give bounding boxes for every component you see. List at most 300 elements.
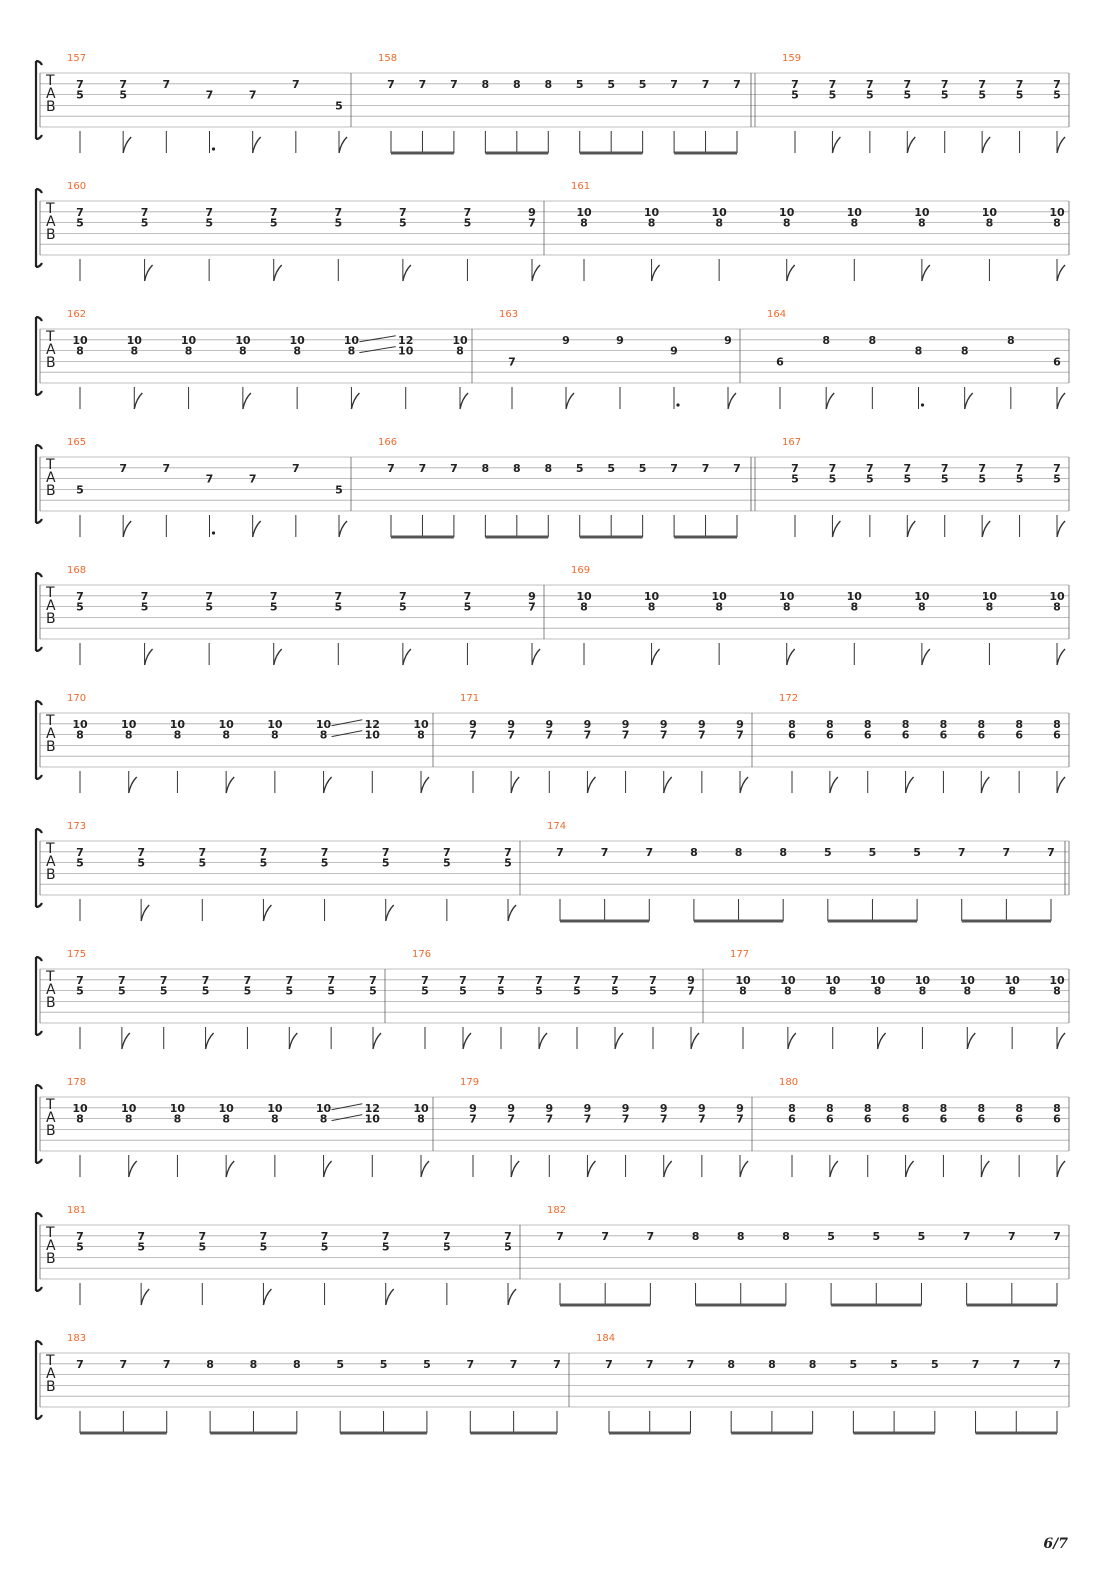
eighth-flag xyxy=(141,905,149,921)
fret-number: 5 xyxy=(269,216,278,230)
fret-number: 7 xyxy=(659,1112,668,1126)
fret-number: 5 xyxy=(198,856,207,870)
fret-number: 7 xyxy=(866,77,874,91)
tab-system xyxy=(36,53,1069,153)
fret-number: 10 xyxy=(413,717,429,731)
fret-number: 8 xyxy=(580,216,588,230)
eighth-flag xyxy=(324,1161,332,1177)
fret-number: 7 xyxy=(508,355,516,369)
fret-number: 7 xyxy=(791,77,799,91)
fret-number: 5 xyxy=(573,984,581,998)
fret-number: 7 xyxy=(334,205,343,219)
fret-number: 7 xyxy=(76,1229,84,1243)
fret-number: 10 xyxy=(576,589,592,603)
fret-number: 7 xyxy=(733,77,741,91)
fret-number: 6 xyxy=(1053,728,1061,742)
fret-number: 7 xyxy=(292,77,300,91)
fret-number: 8 xyxy=(985,600,994,614)
fret-number: 7 xyxy=(583,728,592,742)
tab-clef-letter: A xyxy=(46,342,56,358)
fret-number: 5 xyxy=(872,1229,881,1243)
eighth-flag xyxy=(1057,649,1065,665)
tab-clef-letter: B xyxy=(46,1123,56,1139)
eighth-flag xyxy=(243,393,251,409)
eighth-flag xyxy=(664,777,672,793)
eighth-flag xyxy=(728,393,736,409)
tab-clef-letter: T xyxy=(46,969,55,985)
slide-line xyxy=(332,1115,363,1121)
fret-number: 7 xyxy=(866,461,874,475)
fret-number: 5 xyxy=(259,1240,268,1254)
measure-number: 181 xyxy=(67,1205,87,1216)
measure xyxy=(67,1333,561,1433)
fret-number: 6 xyxy=(788,1112,796,1126)
fret-number: 10 xyxy=(289,333,305,347)
fret-number: 7 xyxy=(611,973,619,987)
fret-number: 5 xyxy=(828,472,837,486)
eighth-flag xyxy=(830,1161,838,1177)
measure xyxy=(596,1333,1061,1433)
fret-number: 8 xyxy=(1007,333,1015,347)
fret-number: 7 xyxy=(962,1229,971,1243)
fret-number: 8 xyxy=(977,717,986,731)
fret-number: 7 xyxy=(978,461,986,475)
fret-number: 8 xyxy=(293,344,301,358)
eighth-flag xyxy=(532,649,540,665)
fret-number: 10 xyxy=(180,333,197,347)
fret-number: 7 xyxy=(76,973,84,987)
fret-number: 8 xyxy=(863,717,872,731)
fret-number: 10 xyxy=(121,1101,137,1115)
fret-number: 7 xyxy=(248,88,257,102)
fret-number: 9 xyxy=(659,717,668,731)
fret-number: 5 xyxy=(198,1240,207,1254)
eighth-flag xyxy=(129,777,137,793)
fret-number: 8 xyxy=(782,600,791,614)
fret-number: 7 xyxy=(269,589,278,603)
fret-number: 6 xyxy=(1015,728,1023,742)
fret-number: 7 xyxy=(601,1229,610,1243)
fret-number: 8 xyxy=(292,1357,301,1371)
fret-number: 8 xyxy=(249,1357,258,1371)
fret-number: 5 xyxy=(399,600,407,614)
eighth-flag xyxy=(1057,393,1065,409)
tab-clef-letter: T xyxy=(46,457,55,473)
fret-number: 10 xyxy=(235,333,251,347)
fret-number: 10 xyxy=(413,1101,429,1115)
measure-number: 167 xyxy=(782,437,802,448)
eighth-flag xyxy=(740,1161,748,1177)
tab-system xyxy=(36,949,1069,1049)
eighth-flag xyxy=(981,1161,989,1177)
fret-number: 7 xyxy=(119,1357,128,1371)
tab-clef-letter: T xyxy=(46,1097,55,1113)
fret-number: 7 xyxy=(686,1357,695,1371)
measure-number: 165 xyxy=(67,437,87,448)
fret-number: 7 xyxy=(119,461,127,475)
fret-number: 10 xyxy=(267,1101,283,1115)
eighth-flag xyxy=(965,393,973,409)
fret-number: 7 xyxy=(399,205,407,219)
fret-number: 6 xyxy=(1015,1112,1023,1126)
fret-number: 8 xyxy=(901,1101,910,1115)
eighth-flag xyxy=(324,777,332,793)
fret-number: 7 xyxy=(137,1229,145,1243)
fret-number: 10 xyxy=(711,589,727,603)
eighth-flag xyxy=(274,649,282,665)
measure-number: 171 xyxy=(460,693,480,704)
fret-number: 7 xyxy=(285,973,294,987)
fret-number: 5 xyxy=(497,984,505,998)
fret-number: 6 xyxy=(863,1112,872,1126)
fret-number: 5 xyxy=(443,856,451,870)
eighth-flag xyxy=(982,137,990,153)
fret-number: 9 xyxy=(724,333,732,347)
fret-number: 8 xyxy=(690,845,698,859)
measure-number: 173 xyxy=(67,821,87,832)
fret-number: 5 xyxy=(504,856,512,870)
fret-number: 5 xyxy=(205,600,213,614)
fret-number: 7 xyxy=(497,973,505,987)
fret-number: 7 xyxy=(698,728,706,742)
fret-number: 7 xyxy=(334,589,343,603)
fret-number: 7 xyxy=(162,461,171,475)
fret-number: 10 xyxy=(398,344,414,358)
eighth-flag xyxy=(652,649,660,665)
measure-number: 178 xyxy=(67,1077,87,1088)
fret-number: 8 xyxy=(939,717,948,731)
fret-number: 7 xyxy=(1015,461,1024,475)
fret-number: 8 xyxy=(863,1101,872,1115)
fret-number: 5 xyxy=(140,216,149,230)
fret-number: 5 xyxy=(827,1229,835,1243)
fret-number: 8 xyxy=(1053,717,1061,731)
fret-number: 8 xyxy=(319,728,328,742)
fret-number: 8 xyxy=(788,717,796,731)
fret-number: 7 xyxy=(659,728,668,742)
fret-number: 7 xyxy=(162,1357,171,1371)
fret-number: 7 xyxy=(418,461,427,475)
fret-number: 7 xyxy=(645,845,654,859)
fret-number: 7 xyxy=(736,728,744,742)
eighth-flag xyxy=(922,649,930,665)
fret-number: 7 xyxy=(198,1229,207,1243)
fret-number: 5 xyxy=(76,984,84,998)
fret-number: 8 xyxy=(782,216,791,230)
measure xyxy=(460,1077,748,1177)
fret-number: 7 xyxy=(687,984,695,998)
measure-number: 160 xyxy=(67,181,87,192)
fret-number: 8 xyxy=(808,1357,817,1371)
fret-number: 7 xyxy=(76,77,84,91)
eighth-flag xyxy=(206,1033,214,1049)
tab-clef-letter: A xyxy=(46,1110,56,1126)
fret-number: 5 xyxy=(978,88,986,102)
fret-number: 7 xyxy=(545,1112,554,1126)
fret-number: 8 xyxy=(417,728,425,742)
measure-number: 182 xyxy=(547,1205,567,1216)
fret-number: 5 xyxy=(890,1357,898,1371)
fret-number: 7 xyxy=(450,77,458,91)
fret-number: 5 xyxy=(76,216,84,230)
fret-number: 6 xyxy=(977,1112,986,1126)
tab-clef-letter: A xyxy=(46,982,56,998)
fret-number: 9 xyxy=(736,717,744,731)
fret-number: 10 xyxy=(218,717,234,731)
measure xyxy=(547,1205,1061,1305)
eighth-flag xyxy=(508,1289,516,1305)
eighth-flag xyxy=(421,1161,429,1177)
tab-clef-letter: A xyxy=(46,598,56,614)
measure xyxy=(67,309,468,409)
eighth-flag xyxy=(460,393,468,409)
fret-number: 8 xyxy=(173,728,182,742)
fret-number: 7 xyxy=(535,973,543,987)
fret-number: 12 xyxy=(398,333,414,347)
fret-number: 8 xyxy=(481,461,490,475)
fret-number: 5 xyxy=(137,856,145,870)
fret-number: 8 xyxy=(1053,1101,1061,1115)
eighth-flag xyxy=(787,265,795,281)
eighth-flag xyxy=(373,1033,381,1049)
fret-number: 9 xyxy=(621,717,630,731)
fret-number: 8 xyxy=(826,1101,834,1115)
fret-number: 7 xyxy=(701,77,710,91)
fret-number: 8 xyxy=(985,216,994,230)
fret-number: 5 xyxy=(978,472,986,486)
fret-number: 8 xyxy=(788,1101,796,1115)
eighth-flag xyxy=(615,1033,623,1049)
fret-number: 5 xyxy=(76,483,84,497)
eighth-flag xyxy=(532,265,540,281)
eighth-flag xyxy=(463,1033,471,1049)
eighth-flag xyxy=(566,393,574,409)
fret-number: 6 xyxy=(1053,1112,1061,1126)
fret-number: 7 xyxy=(545,728,554,742)
fret-number: 5 xyxy=(649,984,657,998)
fret-number: 10 xyxy=(126,333,142,347)
fret-number: 8 xyxy=(873,984,882,998)
fret-number: 10 xyxy=(735,973,751,987)
fret-number: 5 xyxy=(638,461,647,475)
eighth-flag xyxy=(122,1033,130,1049)
fret-number: 10 xyxy=(72,717,88,731)
measure xyxy=(412,949,699,1049)
fret-number: 5 xyxy=(259,856,268,870)
fret-number: 6 xyxy=(901,728,910,742)
eighth-flag xyxy=(226,1161,234,1177)
fret-number: 7 xyxy=(1015,77,1024,91)
fret-number: 8 xyxy=(271,1112,279,1126)
fret-number: 7 xyxy=(1047,845,1055,859)
fret-number: 6 xyxy=(977,728,986,742)
fret-number: 7 xyxy=(76,205,84,219)
tab-clef-letter: A xyxy=(46,470,56,486)
fret-number: 5 xyxy=(379,1357,388,1371)
eighth-flag xyxy=(508,905,516,921)
fret-number: 5 xyxy=(320,856,329,870)
eighth-flag xyxy=(787,649,795,665)
fret-number: 10 xyxy=(1049,205,1065,219)
fret-number: 7 xyxy=(903,461,912,475)
tab-clef-letter: T xyxy=(46,73,55,89)
eighth-flag xyxy=(421,777,429,793)
fret-number: 8 xyxy=(715,600,723,614)
fret-number: 7 xyxy=(573,973,581,987)
fret-number: 7 xyxy=(649,973,657,987)
fret-number: 9 xyxy=(507,1101,515,1115)
fret-number: 5 xyxy=(381,1240,390,1254)
fret-number: 5 xyxy=(1015,88,1024,102)
eighth-flag xyxy=(123,521,131,537)
fret-number: 7 xyxy=(418,77,427,91)
eighth-flag xyxy=(664,1161,672,1177)
measure-number: 159 xyxy=(782,53,802,64)
tab-clef-letter: A xyxy=(46,214,56,230)
fret-number: 7 xyxy=(248,472,257,486)
fret-number: 12 xyxy=(364,1101,380,1115)
fret-number: 7 xyxy=(320,1229,329,1243)
measure xyxy=(460,693,748,793)
fret-number: 8 xyxy=(727,1357,736,1371)
fret-number: 10 xyxy=(576,205,592,219)
eighth-flag xyxy=(386,905,394,921)
eighth-flag xyxy=(253,521,261,537)
fret-number: 8 xyxy=(918,600,926,614)
fret-number: 10 xyxy=(1004,973,1020,987)
measure-number: 183 xyxy=(67,1333,87,1344)
fret-number: 7 xyxy=(1053,77,1061,91)
fret-number: 9 xyxy=(469,1101,477,1115)
fret-number: 7 xyxy=(940,77,949,91)
fret-number: 10 xyxy=(779,205,795,219)
eighth-flag xyxy=(907,521,915,537)
fret-number: 5 xyxy=(903,88,912,102)
fret-number: 5 xyxy=(336,1357,345,1371)
fret-number: 7 xyxy=(828,461,837,475)
fret-number: 8 xyxy=(850,600,859,614)
fret-number: 6 xyxy=(826,728,834,742)
fret-number: 7 xyxy=(828,77,837,91)
fret-number: 5 xyxy=(334,600,343,614)
fret-number: 8 xyxy=(1053,984,1061,998)
fret-number: 5 xyxy=(611,984,619,998)
fret-number: 5 xyxy=(76,1240,84,1254)
fret-number: 5 xyxy=(535,984,543,998)
fret-number: 10 xyxy=(643,205,660,219)
fret-number: 7 xyxy=(243,973,252,987)
fret-number: 5 xyxy=(575,77,584,91)
fret-number: 7 xyxy=(701,461,710,475)
eighth-flag xyxy=(981,777,989,793)
tab-system xyxy=(36,821,1069,921)
fret-number: 5 xyxy=(607,461,616,475)
fret-number: 7 xyxy=(259,845,268,859)
fret-number: 7 xyxy=(556,845,564,859)
fret-number: 7 xyxy=(1007,1229,1016,1243)
tab-system xyxy=(36,1333,1069,1433)
fret-number: 7 xyxy=(140,589,149,603)
fret-number: 8 xyxy=(1053,600,1061,614)
fret-number: 7 xyxy=(528,216,536,230)
fret-number: 7 xyxy=(583,1112,592,1126)
fret-number: 10 xyxy=(914,205,930,219)
fret-number: 5 xyxy=(76,856,84,870)
fret-number: 8 xyxy=(124,728,133,742)
measure-number: 177 xyxy=(730,949,750,960)
fret-number: 8 xyxy=(939,1101,948,1115)
fret-number: 7 xyxy=(600,845,609,859)
fret-number: 5 xyxy=(913,845,921,859)
fret-number: 7 xyxy=(259,1229,268,1243)
eighth-flag xyxy=(226,777,234,793)
fret-number: 8 xyxy=(544,77,553,91)
fret-number: 7 xyxy=(269,205,278,219)
fret-number: 8 xyxy=(734,845,743,859)
fret-number: 10 xyxy=(959,973,975,987)
tab-system xyxy=(36,309,1069,409)
eighth-flag xyxy=(403,265,411,281)
eighth-flag xyxy=(145,265,153,281)
eighth-flag xyxy=(141,1289,149,1305)
fret-number: 7 xyxy=(553,1357,561,1371)
fret-number: 7 xyxy=(645,1357,654,1371)
measure xyxy=(571,181,1065,281)
fret-number: 10 xyxy=(72,333,88,347)
fret-number: 7 xyxy=(466,1357,475,1371)
eighth-flag xyxy=(123,137,131,153)
tab-clef-letter: B xyxy=(46,1379,56,1395)
measure-number: 169 xyxy=(571,565,591,576)
measure-number: 172 xyxy=(779,693,799,704)
fret-number: 8 xyxy=(222,1112,230,1126)
tab-clef-letter: B xyxy=(46,611,56,627)
measure xyxy=(67,565,540,665)
fret-number: 5 xyxy=(137,1240,145,1254)
fret-number: 10 xyxy=(914,973,931,987)
fret-number: 10 xyxy=(869,973,886,987)
eighth-flag xyxy=(830,777,838,793)
fret-number: 7 xyxy=(320,845,329,859)
fret-number: 8 xyxy=(184,344,193,358)
fret-number: 5 xyxy=(575,461,584,475)
fret-number: 10 xyxy=(169,1101,186,1115)
fret-number: 12 xyxy=(364,717,380,731)
eighth-flag xyxy=(1057,137,1065,153)
fret-number: 5 xyxy=(1053,88,1061,102)
fret-number: 5 xyxy=(849,1357,858,1371)
fret-number: 8 xyxy=(739,984,747,998)
fret-number: 7 xyxy=(205,88,214,102)
fret-number: 10 xyxy=(643,589,660,603)
tab-clef-letter: A xyxy=(46,86,56,102)
fret-number: 8 xyxy=(736,1229,745,1243)
fret-number: 9 xyxy=(698,1101,706,1115)
tab-system xyxy=(36,565,1069,665)
eighth-flag xyxy=(1057,1033,1065,1049)
fret-number: 7 xyxy=(1053,461,1061,475)
fret-number: 9 xyxy=(659,1101,668,1115)
fret-number: 5 xyxy=(327,984,335,998)
slide-line xyxy=(332,720,363,726)
tab-clef-letter: A xyxy=(46,726,56,742)
measure-number: 164 xyxy=(767,309,787,320)
fret-number: 8 xyxy=(1015,717,1023,731)
measure-number: 175 xyxy=(67,949,87,960)
tab-clef-letter: B xyxy=(46,483,56,499)
fret-number: 8 xyxy=(1015,1101,1023,1115)
eighth-flag xyxy=(129,1161,137,1177)
